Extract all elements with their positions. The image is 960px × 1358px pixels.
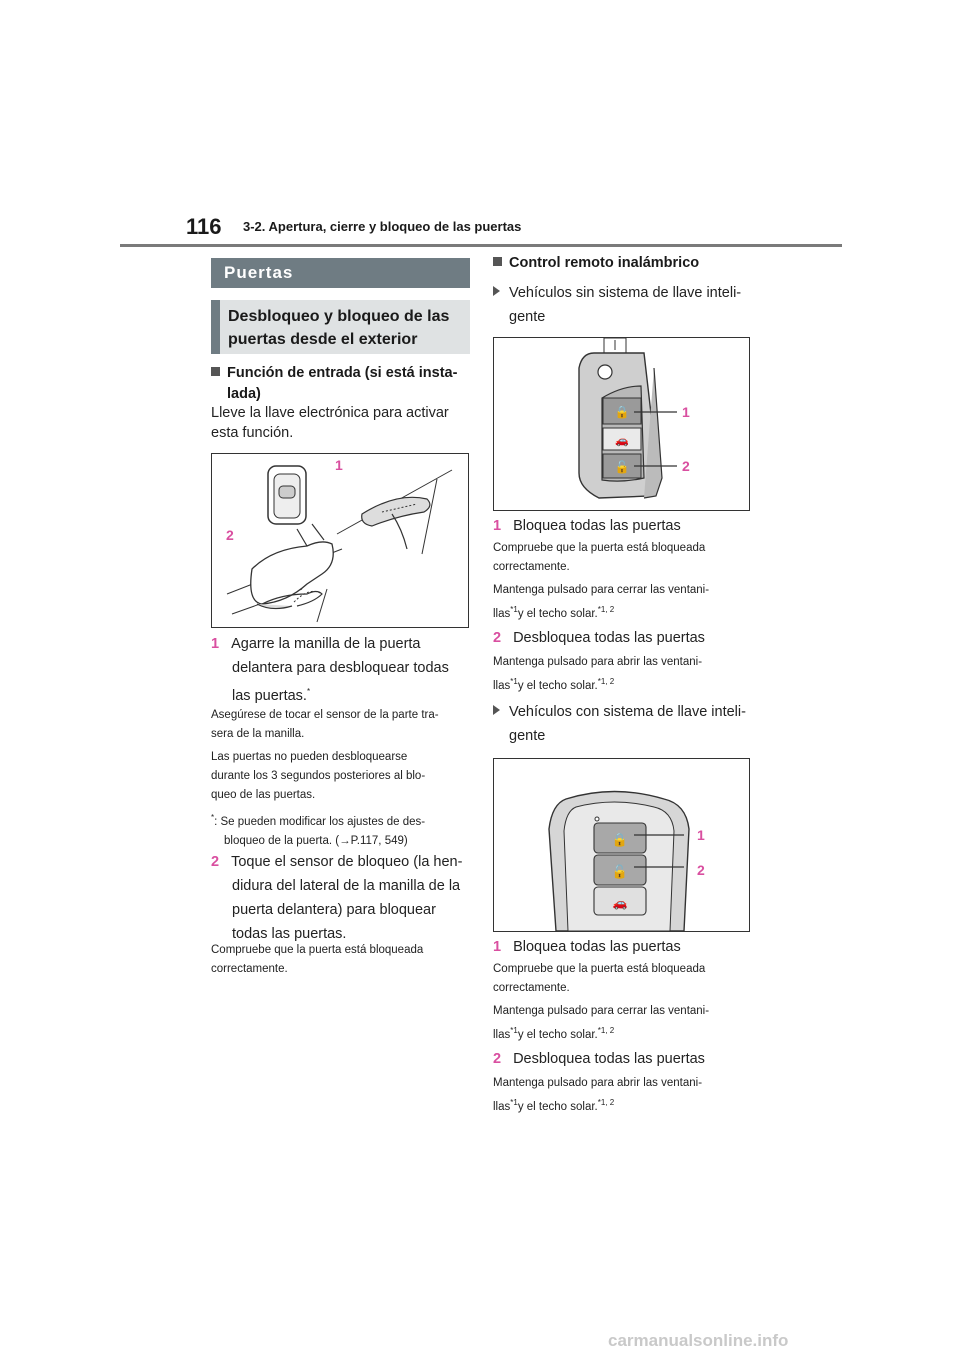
figure-label-1: 1	[682, 404, 690, 420]
note-text: Compruebe que la puerta está bloqueada correctamente.	[493, 963, 706, 994]
square-bullet-icon	[493, 257, 502, 266]
figure-label-2: 2	[697, 862, 705, 878]
note-text: Las puertas no pueden desbloquearse durante los 3 segundos posteriores al blo- queo de las puertas.	[211, 751, 426, 801]
list-item: 1 Bloquea todas las puertas	[493, 939, 681, 955]
door-handle-figure	[211, 453, 469, 628]
subsection-title	[211, 300, 470, 354]
figure-label-2: 2	[226, 527, 234, 543]
page-number: 116	[186, 214, 222, 239]
note-text: Asegúrese de tocar el sensor de la parte tra- sera de la manilla.	[211, 709, 439, 740]
figure-label-2: 2	[682, 458, 690, 474]
intro-text: Lleve la llave electrónica para activar esta función.	[211, 405, 449, 441]
triangle-bullet-icon	[493, 705, 500, 715]
svg-text:🔒: 🔒	[614, 405, 630, 419]
note-text: Mantenga pulsado para cerrar las ventani- llas$^{*1}$y el techo solar.$^{*1, 2}$	[493, 1005, 710, 1041]
door-handle-illustration	[212, 454, 468, 627]
subheading: Vehículos con sistema de llave inteli- gente	[493, 700, 746, 748]
triangle-bullet-icon	[493, 286, 500, 296]
svg-text:🔓: 🔓	[614, 460, 630, 474]
entry-function-heading: Función de entrada (si está insta- lada)	[211, 363, 457, 405]
subheading: Vehículos sin sistema de llave inteli- gente	[493, 281, 741, 329]
list-item: 2 Toque el sensor de bloqueo (la hen- didura del lateral de la manilla de la puerta delantera) para bloquear todas las puertas.	[211, 854, 463, 942]
chapter-title: 3-2. Apertura, cierre y bloqueo de las puertas	[243, 219, 522, 234]
svg-text:🚗: 🚗	[615, 435, 629, 447]
svg-text:🔒: 🔒	[611, 832, 629, 847]
smart-key-illustration	[494, 759, 749, 931]
smart-key-figure	[493, 758, 750, 932]
note-text: Mantenga pulsado para abrir las ventani- llas$^{*1}$y el techo solar.$^{*1, 2}$	[493, 656, 703, 692]
list-item: 2 Desbloquea todas las puertas	[493, 1051, 705, 1067]
section-title: Puertas	[211, 258, 470, 288]
svg-text:🚗: 🚗	[612, 896, 628, 910]
figure-label-1: 1	[697, 827, 705, 843]
figure-label-1: 1	[335, 457, 343, 473]
note-text: Compruebe que la puerta está bloqueada correctamente.	[493, 542, 706, 573]
header-divider	[120, 244, 842, 247]
note-text: Mantenga pulsado para abrir las ventani- llas$^{*1}$y el techo solar.$^{*1, 2}$	[493, 1077, 703, 1113]
watermark: carmanualsonline.info	[608, 1331, 789, 1350]
remote-control-heading: Control remoto inalámbrico	[493, 253, 699, 274]
list-item: 2 Desbloquea todas las puertas	[493, 630, 705, 646]
list-item: 1 Agarre la manilla de la puerta delantera para desbloquear todas las puertas.*	[211, 636, 449, 704]
svg-text:🔓: 🔓	[611, 864, 629, 879]
flip-key-figure	[493, 337, 750, 511]
list-item: 1 Bloquea todas las puertas	[493, 518, 681, 534]
flip-key-illustration	[494, 338, 749, 510]
note-text: Mantenga pulsado para cerrar las ventani- llas$^{*1}$y el techo solar.$^{*1, 2}$	[493, 584, 710, 620]
note-text: Compruebe que la puerta está bloqueada correctamente.	[211, 944, 424, 975]
subsection-line: puertas desde el exterior	[228, 331, 418, 348]
subsection-line: Desbloqueo y bloqueo de las	[228, 308, 450, 325]
footnote: *: Se pueden modificar los ajustes de des- bloqueo de la puerta. (→P.117, 549)	[211, 813, 426, 847]
square-bullet-icon	[211, 367, 220, 376]
